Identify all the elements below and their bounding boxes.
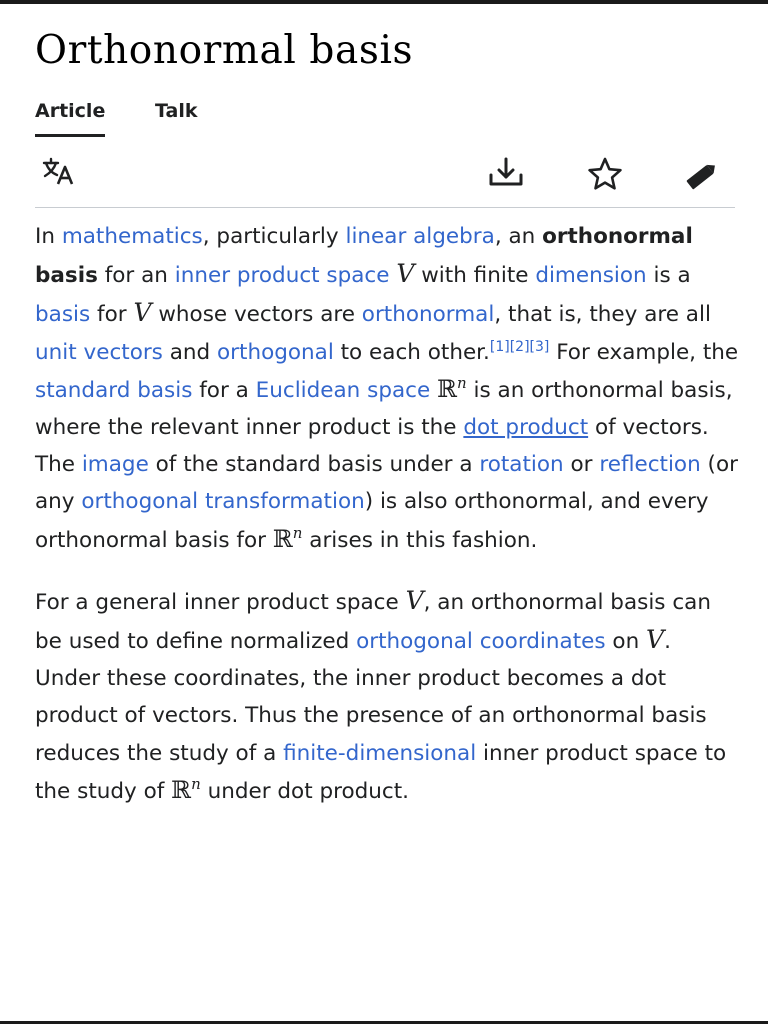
text-run: is a: [646, 263, 691, 289]
text-run: with finite: [414, 263, 536, 289]
text-run: is an orthonormal basis, where the relevant inner product is the: [35, 377, 733, 441]
link-image[interactable]: image: [81, 452, 149, 478]
math-v: V: [396, 259, 415, 289]
link-orthogonal-transformation[interactable]: orthogonal transformation: [81, 489, 365, 515]
text-run: In: [35, 224, 62, 249]
link-orthogonal[interactable]: orthogonal: [217, 339, 334, 365]
math-n: n: [191, 774, 201, 793]
link-mathematics[interactable]: mathematics: [61, 224, 203, 249]
page-actions-toolbar: [35, 155, 735, 208]
link-standard-basis[interactable]: standard basis: [35, 377, 193, 403]
link-orthogonal-coordinates[interactable]: orthogonal coordinates: [356, 629, 606, 655]
math-r-n: [273, 525, 303, 553]
text-run: For example, the: [549, 339, 739, 365]
link-rotation[interactable]: rotation: [479, 452, 564, 478]
text-run: , an: [494, 224, 543, 249]
link-basis[interactable]: basis: [35, 302, 91, 328]
text-run: on: [605, 629, 647, 655]
math-r: ℝ: [171, 775, 192, 804]
link-dot-product[interactable]: dot product: [463, 415, 589, 441]
link-orthonormal[interactable]: orthonormal: [361, 302, 495, 328]
text-run: to each other.: [333, 339, 490, 365]
top-edge-bar: [0, 0, 768, 4]
link-reflection[interactable]: reflection: [599, 452, 701, 478]
article-body: [35, 218, 740, 833]
tab-article[interactable]: Article: [35, 100, 105, 137]
math-r-n: [171, 776, 201, 804]
tab-talk[interactable]: Talk: [155, 100, 198, 122]
text-run: and: [162, 339, 218, 365]
link-euclidean-space[interactable]: Euclidean space: [255, 377, 431, 403]
text-run: (or any: [35, 452, 738, 515]
text-run: , that is, they are all: [494, 302, 711, 328]
text-run: whose vectors are: [151, 302, 362, 328]
math-r: ℝ: [437, 374, 458, 403]
text-run: under dot product.: [200, 778, 409, 804]
link-dimension[interactable]: dimension: [535, 263, 647, 289]
text-run: , particularly: [202, 224, 346, 249]
link-finite-dimensional[interactable]: finite-dimensional: [283, 740, 477, 766]
text-run: inner product space to the study of: [35, 740, 727, 804]
text-run: ) is also orthonormal, and every orthonormal basis for: [35, 489, 709, 553]
star-icon[interactable]: [585, 155, 625, 195]
text-run: . Under these coordinates, the inner product becomes a dot product of vectors. Thus the presence of an orthonormal basis reduces the study of a: [35, 629, 707, 766]
edit-icon[interactable]: [682, 155, 722, 195]
math-r-n: [437, 375, 467, 403]
link-linear-algebra[interactable]: linear algebra: [345, 224, 495, 249]
text-run: for a: [192, 377, 256, 403]
download-icon[interactable]: [486, 155, 526, 195]
paragraph-intro: [35, 218, 740, 559]
language-icon[interactable]: [41, 155, 81, 195]
text-run: , an orthonormal basis can be used to define normalized: [35, 589, 711, 655]
text-run: of vectors. The: [35, 415, 709, 478]
math-v: V: [405, 585, 424, 615]
link-unit-vectors[interactable]: unit vectors: [35, 339, 163, 365]
link-inner-product-space[interactable]: inner product space: [174, 263, 390, 289]
text-run: of the standard basis under a: [148, 452, 480, 478]
bold-term: orthonormal basis: [35, 224, 693, 289]
text-run: arises in this fashion.: [302, 527, 538, 553]
math-v: V: [646, 625, 665, 655]
math-r: ℝ: [272, 524, 293, 553]
math-v: V: [133, 298, 152, 328]
math-n: n: [457, 373, 467, 392]
text-run: or: [563, 452, 600, 478]
math-n: n: [292, 523, 303, 542]
text-run: for an: [97, 263, 175, 289]
text-run: for: [90, 302, 134, 328]
reference-links[interactable]: [1][2][3]: [489, 338, 550, 355]
paragraph-coordinates: [35, 582, 740, 810]
page-title: Orthonormal basis: [35, 28, 414, 73]
text-run: For a general inner product space: [35, 589, 406, 615]
